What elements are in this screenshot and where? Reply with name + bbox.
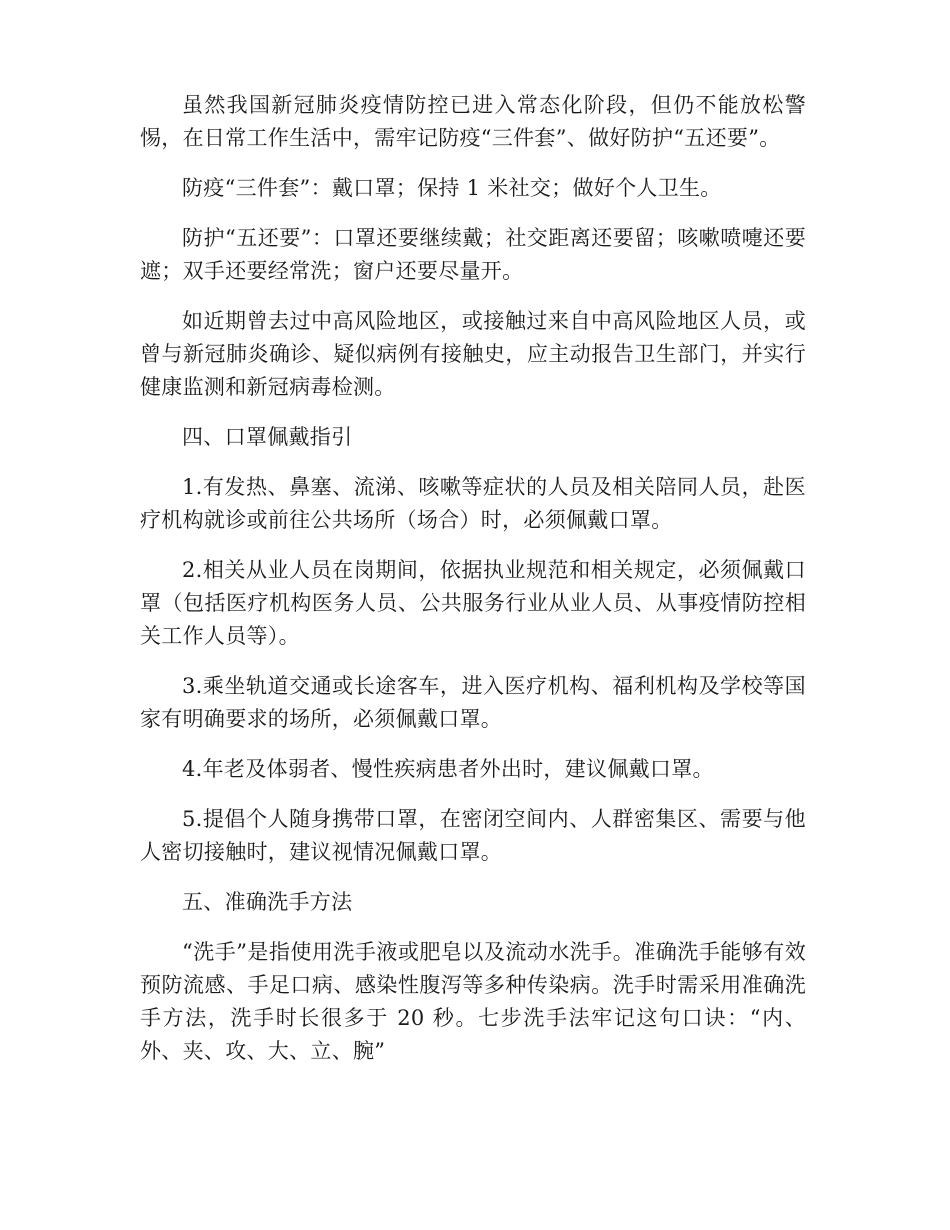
mask-guide-item-5: 5.提倡个人随身携带口罩，在密闭空间内、人群密集区、需要与他人密切接触时，建议视情况佩戴口罩。: [140, 807, 806, 864]
mask-guide-item-4: 4.年老及体弱者、慢性疾病患者外出时，建议佩戴口罩。: [182, 757, 714, 781]
risk-area-paragraph: 如近期曾去过中高风险地区，或接触过来自中高风险地区人员，或曾与新冠肺炎确诊、疑似病例有接触史，应主动报告卫生部门，并实行健康监测和新冠病毒检测。: [140, 309, 806, 399]
section-heading-handwashing: 五、准确洗手方法: [182, 890, 353, 914]
mask-guide-item-1: 1.有发热、鼻塞、流涕、咳嗽等症状的人员及相关陪同人员，赴医疗机构就诊或前往公共场所（场合）时，必须佩戴口罩。: [140, 475, 806, 532]
mask-guide-item-2: 2.相关从业人员在岗期间，依据执业规范和相关规定，必须佩戴口罩（包括医疗机构医务人员、公共服务行业从业人员、从事疫情防控相关工作人员等）。: [140, 558, 806, 648]
intro-paragraph: 虽然我国新冠肺炎疫情防控已进入常态化阶段，但仍不能放松警惕，在日常工作生活中，需牢记防疫“三件套”、做好防护“五还要”。: [140, 93, 806, 150]
section-heading-mask-guide: 四、口罩佩戴指引: [182, 425, 353, 449]
handwashing-paragraph: “洗手”是指使用洗手液或肥皂以及流动水洗手。准确洗手能够有效预防流感、手足口病、感染性腹泻等多种传染病。洗手时需采用准确洗手方法，洗手时长很多于 20 秒。七步洗手法牢记这句口诀：“内、外、夹、攻、大、立、腕”: [140, 940, 806, 1063]
three-measures-paragraph: 防疫“三件套”：戴口罩；保持 1 米社交；做好个人卫生。: [182, 176, 722, 200]
document-page: [140, 89, 806, 1085]
five-musts-paragraph: 防护“五还要”：口罩还要继续戴；社交距离还要留；咳嗽喷嚏还要遮；双手还要经常洗；窗户还要尽量开。: [140, 226, 806, 283]
mask-guide-item-3: 3.乘坐轨道交通或长途客车，进入医疗机构、福利机构及学校等国家有明确要求的场所，必须佩戴口罩。: [140, 674, 806, 731]
